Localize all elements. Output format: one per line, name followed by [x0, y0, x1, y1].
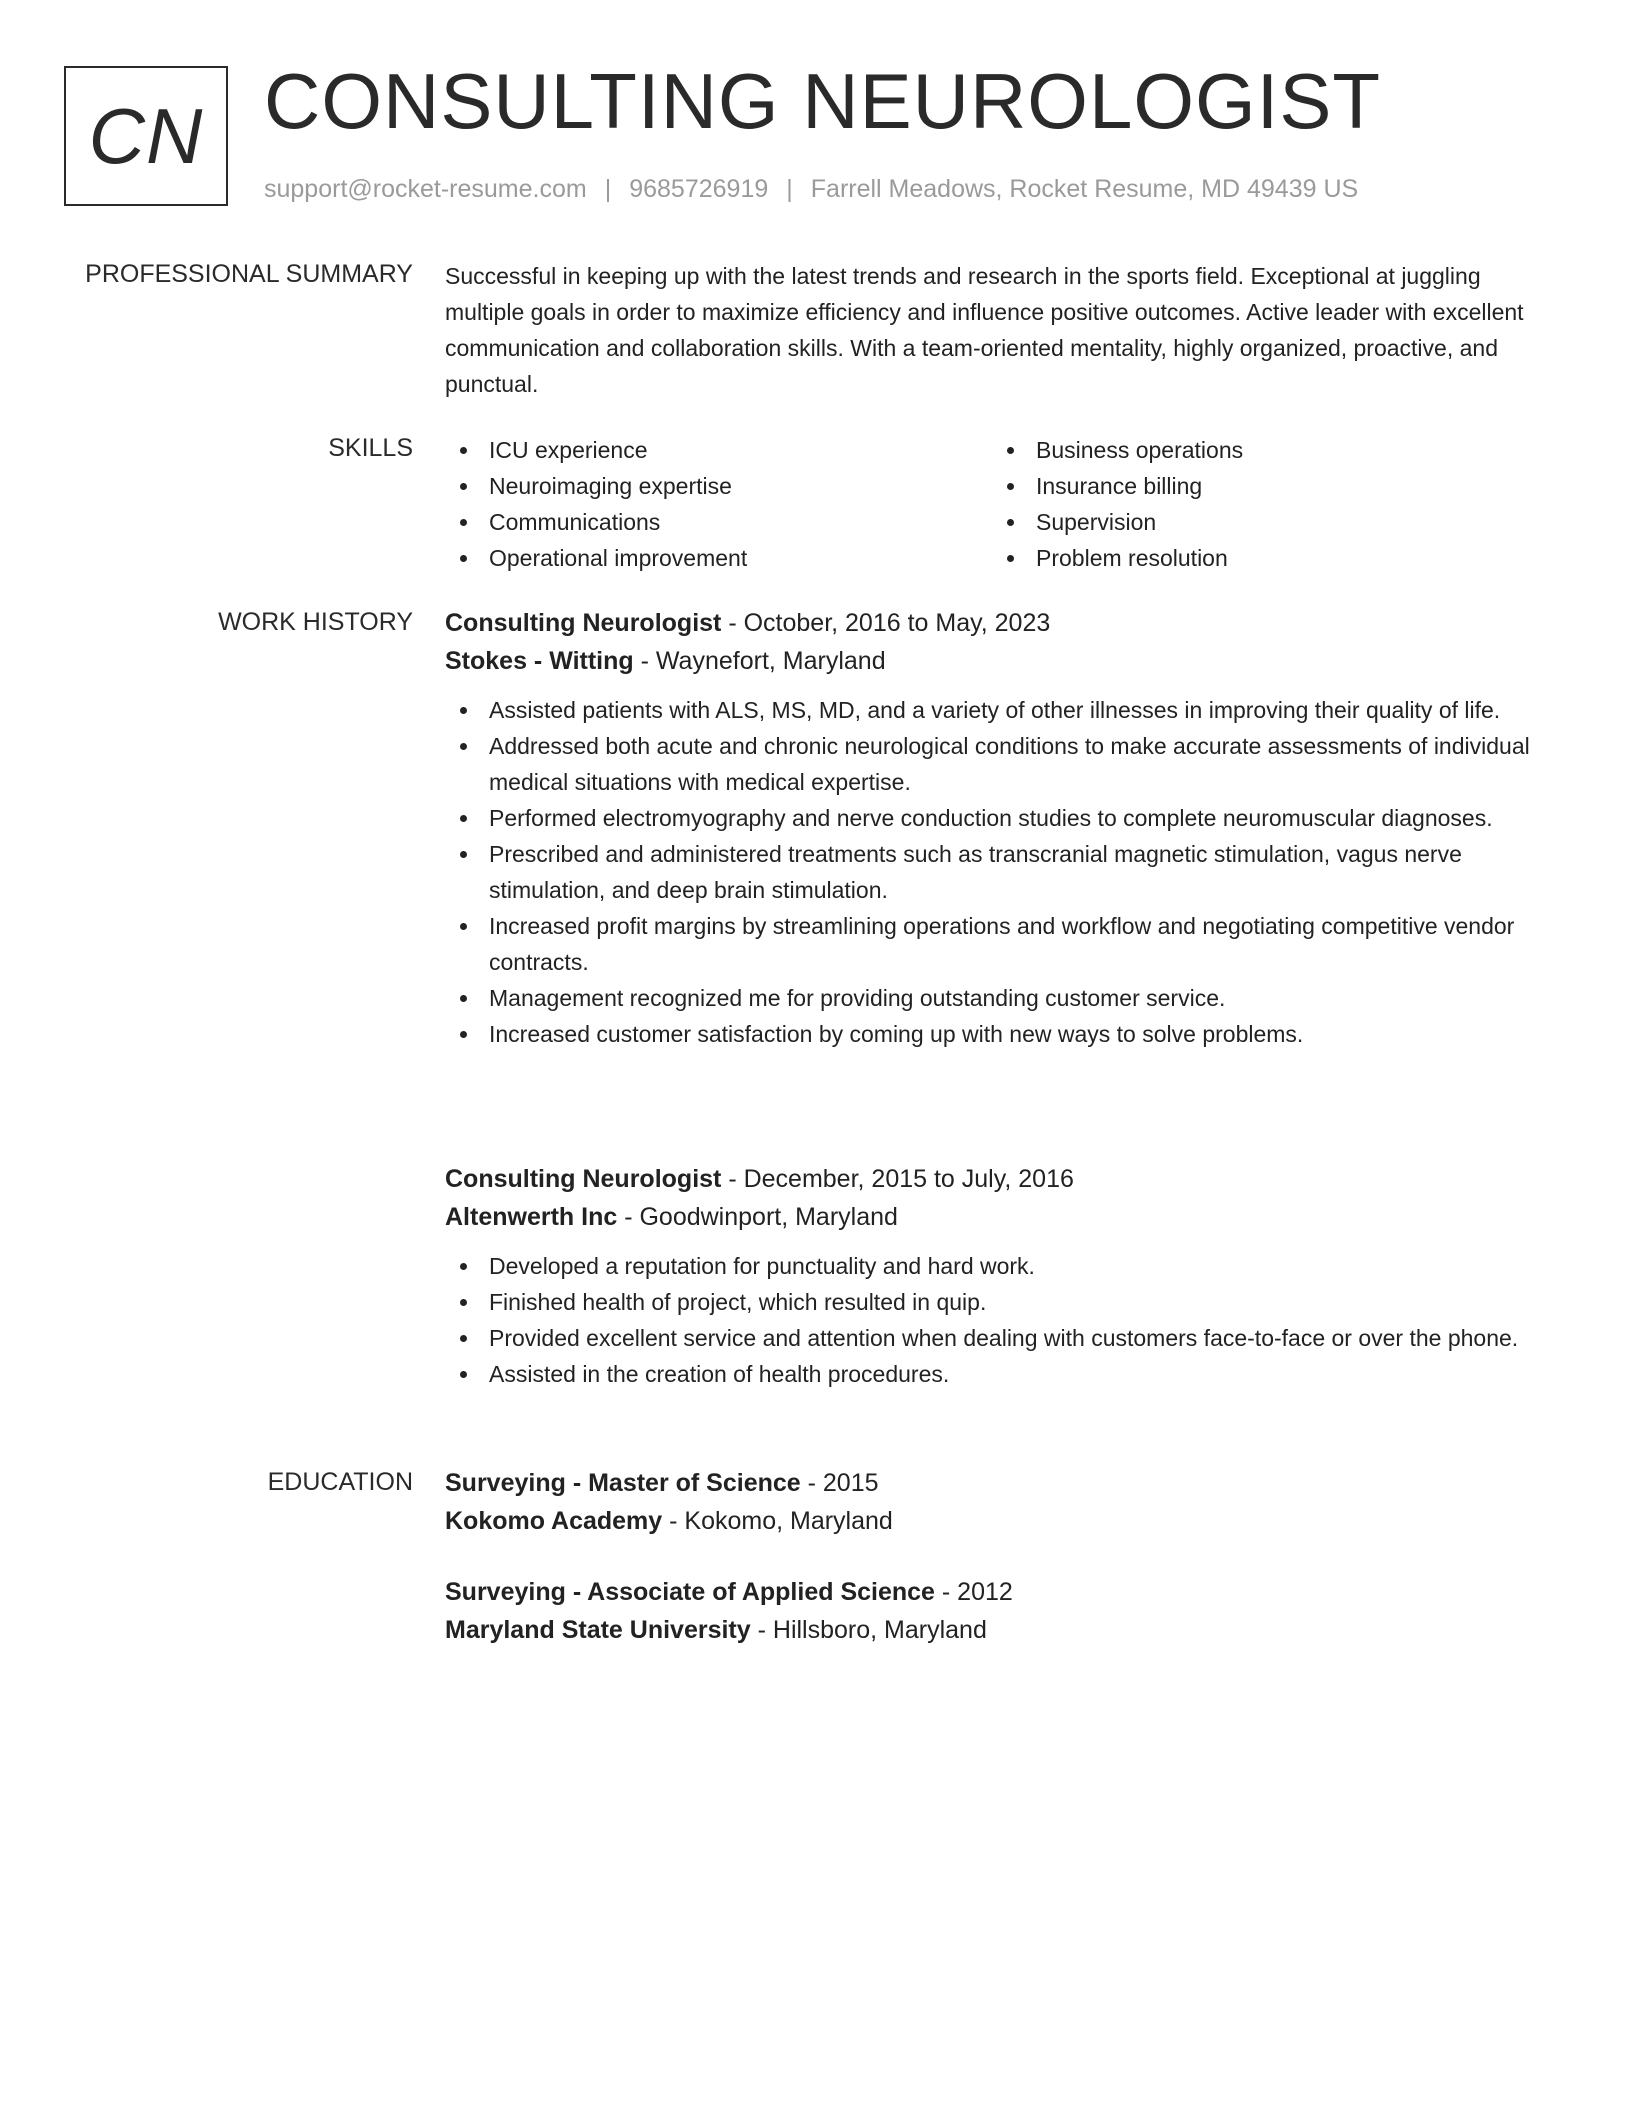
degree: Surveying - Master of Science	[445, 1469, 801, 1497]
education-entry	[445, 1573, 1560, 1649]
job-duty: Prescribed and administered treatments such as transcranial magnetic stimulation, vagus nerve stimulation, and deep brain stimulation.	[445, 836, 1560, 908]
job-entry	[445, 604, 1560, 1052]
job-dates: - December, 2015 to July, 2016	[721, 1165, 1074, 1193]
job-duties-list	[445, 1248, 1560, 1392]
skill-item: Supervision	[992, 504, 1539, 540]
education-heading: EDUCATION	[267, 1468, 413, 1496]
skill-item: Insurance billing	[992, 468, 1539, 504]
job-duty: Management recognized me for providing outstanding customer service.	[445, 980, 1560, 1016]
monogram-logo: CN	[64, 66, 228, 206]
job-duty: Assisted in the creation of health procedures.	[445, 1356, 1560, 1392]
job-duty: Assisted patients with ALS, MS, MD, and a variety of other illnesses in improving their quality of life.	[445, 692, 1560, 728]
school-location: - Kokomo, Maryland	[662, 1507, 893, 1535]
summary-text: Successful in keeping up with the latest trends and research in the sports field. Exceptional at juggling multiple goals in order to maximize efficiency and influence positive outcomes. Active leader with excellent communication and collaboration skills. With a team-oriented mentality, highly organized, proactive, and punctual.	[445, 263, 1524, 397]
skills-heading: SKILLS	[328, 434, 413, 462]
skill-item: Problem resolution	[992, 540, 1539, 576]
contact-email: support@rocket-resume.com	[264, 175, 587, 203]
skill-item: Neuroimaging expertise	[445, 468, 992, 504]
work-history-heading: WORK HISTORY	[218, 608, 413, 636]
job-title-line	[445, 1160, 1560, 1198]
education-entry	[445, 1464, 1560, 1540]
degree-year: - 2015	[800, 1469, 879, 1497]
skill-item: Communications	[445, 504, 992, 540]
job-location: - Goodwinport, Maryland	[617, 1203, 898, 1231]
job-title: Consulting Neurologist	[445, 1165, 722, 1193]
job-duty: Finished health of project, which resulted in quip.	[445, 1284, 1560, 1320]
contact-phone: 9685726919	[629, 175, 769, 203]
contact-separator: |	[786, 175, 793, 203]
job-title-line	[445, 604, 1560, 642]
school-line	[445, 1611, 1560, 1649]
job-duty: Developed a reputation for punctuality and hard work.	[445, 1248, 1560, 1284]
summary-heading: PROFESSIONAL SUMMARY	[85, 260, 413, 288]
skill-item: Business operations	[992, 432, 1539, 468]
school-location: - Hillsboro, Maryland	[750, 1616, 987, 1644]
school: Kokomo Academy	[445, 1507, 663, 1535]
contact-separator: |	[604, 175, 612, 203]
job-entry	[445, 1160, 1560, 1392]
degree-line	[445, 1464, 1560, 1502]
job-company: Altenwerth Inc	[445, 1203, 618, 1231]
job-location: - Waynefort, Maryland	[633, 647, 886, 675]
school-line	[445, 1502, 1560, 1540]
job-title: Consulting Neurologist	[445, 609, 722, 637]
job-dates: - October, 2016 to May, 2023	[721, 609, 1051, 637]
degree-line	[445, 1573, 1560, 1611]
skills-list-left	[445, 432, 992, 576]
job-company: Stokes - Witting	[445, 647, 634, 675]
contact-line	[264, 174, 1358, 204]
candidate-name: CONSULTING NEUROLOGIST	[264, 57, 1382, 145]
job-duty: Increased profit margins by streamlining operations and workflow and negotiating competitive vendor contracts.	[445, 908, 1560, 980]
school: Maryland State University	[445, 1616, 751, 1644]
job-company-line	[445, 1198, 1560, 1236]
job-company-line	[445, 642, 1560, 680]
contact-address: Farrell Meadows, Rocket Resume, MD 49439 US	[810, 175, 1359, 203]
skills-list-right	[992, 432, 1539, 576]
degree: Surveying - Associate of Applied Science	[445, 1578, 935, 1606]
job-duty: Addressed both acute and chronic neurological conditions to make accurate assessments of individual medical situations with medical expertise.	[445, 728, 1560, 800]
job-duty: Provided excellent service and attention when dealing with customers face-to-face or over the phone.	[445, 1320, 1560, 1356]
skill-item: ICU experience	[445, 432, 992, 468]
job-duty: Performed electromyography and nerve conduction studies to complete neuromuscular diagnoses.	[445, 800, 1560, 836]
skill-item: Operational improvement	[445, 540, 992, 576]
job-duty: Increased customer satisfaction by coming up with new ways to solve problems.	[445, 1016, 1560, 1052]
job-duties-list	[445, 692, 1560, 1052]
degree-year: - 2012	[934, 1578, 1013, 1606]
